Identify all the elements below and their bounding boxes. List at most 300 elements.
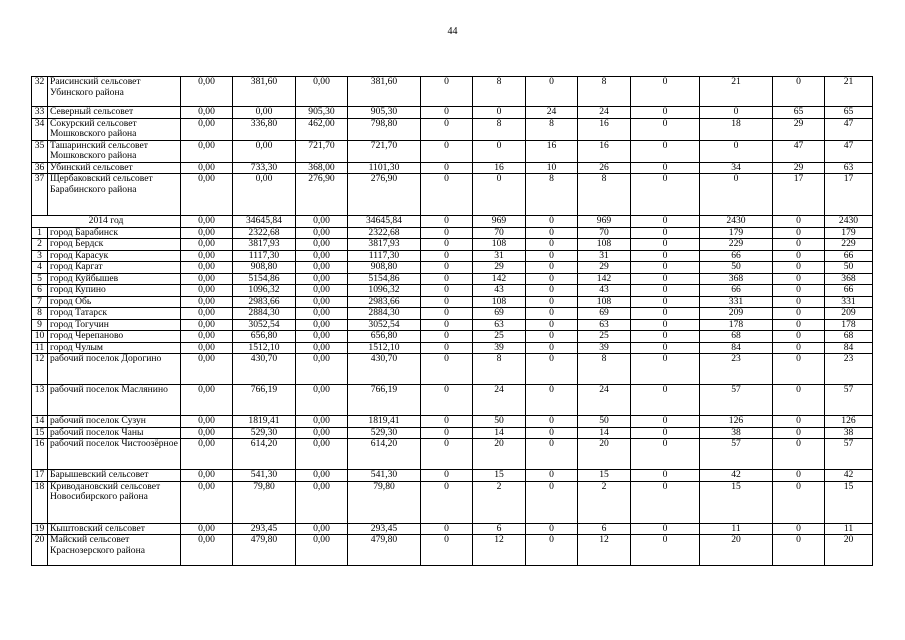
value-cell: 0 bbox=[631, 296, 700, 308]
row-number: 15 bbox=[32, 427, 48, 439]
value-cell: 0 bbox=[773, 535, 825, 566]
value-cell: 2884,30 bbox=[233, 308, 296, 320]
value-cell: 0 bbox=[526, 481, 578, 523]
value-cell: 331 bbox=[700, 296, 773, 308]
value-cell: 0,00 bbox=[181, 174, 233, 216]
value-cell: 293,45 bbox=[233, 523, 296, 535]
value-cell: 0 bbox=[631, 416, 700, 428]
table-row bbox=[32, 107, 873, 119]
value-cell: 79,80 bbox=[233, 481, 296, 523]
value-cell: 15 bbox=[700, 481, 773, 523]
value-cell: 541,30 bbox=[233, 470, 296, 482]
value-cell: 0 bbox=[700, 107, 773, 119]
value-cell: 43 bbox=[473, 285, 526, 297]
table-row bbox=[32, 174, 873, 216]
value-cell: 0 bbox=[421, 118, 473, 140]
value-cell: 63 bbox=[578, 319, 631, 331]
municipality-name: Раисинский сельсовет Убинского района bbox=[48, 77, 181, 107]
value-cell: 14 bbox=[473, 427, 526, 439]
value-cell: 20 bbox=[473, 439, 526, 470]
value-cell: 0 bbox=[526, 296, 578, 308]
value-cell: 479,80 bbox=[348, 535, 421, 566]
value-cell: 0 bbox=[526, 535, 578, 566]
value-cell: 1819,41 bbox=[233, 416, 296, 428]
value-cell: 10 bbox=[526, 162, 578, 174]
row-number: 33 bbox=[32, 107, 48, 119]
municipality-name: рабочий поселок Чаны bbox=[48, 427, 181, 439]
value-cell: 0,00 bbox=[181, 216, 233, 228]
value-cell: 57 bbox=[700, 385, 773, 416]
value-cell: 42 bbox=[825, 470, 873, 482]
value-cell: 108 bbox=[473, 296, 526, 308]
value-cell: 0,00 bbox=[296, 319, 348, 331]
value-cell: 293,45 bbox=[348, 523, 421, 535]
value-cell: 0,00 bbox=[181, 523, 233, 535]
value-cell: 0 bbox=[421, 107, 473, 119]
value-cell: 209 bbox=[700, 308, 773, 320]
value-cell: 0 bbox=[421, 385, 473, 416]
municipality-name: Сокурский сельсовет Мошковского района bbox=[48, 118, 181, 140]
row-number: 36 bbox=[32, 162, 48, 174]
table-row bbox=[32, 439, 873, 470]
value-cell: 0,00 bbox=[296, 308, 348, 320]
value-cell: 0 bbox=[631, 308, 700, 320]
value-cell: 0,00 bbox=[181, 107, 233, 119]
value-cell: 0 bbox=[631, 140, 700, 162]
value-cell: 0,00 bbox=[296, 470, 348, 482]
value-cell: 0,00 bbox=[296, 342, 348, 354]
value-cell: 0 bbox=[421, 227, 473, 239]
municipality-name: город Карасук bbox=[48, 250, 181, 262]
value-cell: 721,70 bbox=[296, 140, 348, 162]
table-row bbox=[32, 481, 873, 523]
value-cell: 0,00 bbox=[296, 239, 348, 251]
value-cell: 25 bbox=[578, 331, 631, 343]
value-cell: 20 bbox=[700, 535, 773, 566]
value-cell: 614,20 bbox=[233, 439, 296, 470]
value-cell: 39 bbox=[473, 342, 526, 354]
value-cell: 1101,30 bbox=[348, 162, 421, 174]
value-cell: 0,00 bbox=[181, 250, 233, 262]
table-row bbox=[32, 319, 873, 331]
value-cell: 656,80 bbox=[348, 331, 421, 343]
value-cell: 0 bbox=[631, 77, 700, 107]
value-cell: 0 bbox=[473, 140, 526, 162]
value-cell: 0 bbox=[526, 216, 578, 228]
value-cell: 229 bbox=[700, 239, 773, 251]
municipality-name: рабочий поселок Дорогино bbox=[48, 354, 181, 385]
value-cell: 0 bbox=[526, 239, 578, 251]
value-cell: 43 bbox=[578, 285, 631, 297]
value-cell: 381,60 bbox=[348, 77, 421, 107]
row-number: 10 bbox=[32, 331, 48, 343]
value-cell: 66 bbox=[825, 285, 873, 297]
value-cell: 0 bbox=[631, 319, 700, 331]
value-cell: 905,30 bbox=[348, 107, 421, 119]
value-cell: 34645,84 bbox=[348, 216, 421, 228]
value-cell: 0 bbox=[773, 285, 825, 297]
value-cell: 1512,10 bbox=[348, 342, 421, 354]
value-cell: 368 bbox=[700, 273, 773, 285]
value-cell: 0 bbox=[773, 427, 825, 439]
table-row bbox=[32, 296, 873, 308]
value-cell: 0,00 bbox=[181, 285, 233, 297]
value-cell: 0,00 bbox=[181, 439, 233, 470]
value-cell: 20 bbox=[578, 439, 631, 470]
value-cell: 0 bbox=[421, 239, 473, 251]
municipality-name: город Обь bbox=[48, 296, 181, 308]
value-cell: 42 bbox=[700, 470, 773, 482]
value-cell: 47 bbox=[825, 118, 873, 140]
municipality-name: город Каргат bbox=[48, 262, 181, 274]
value-cell: 276,90 bbox=[296, 174, 348, 216]
value-cell: 68 bbox=[700, 331, 773, 343]
value-cell: 12 bbox=[473, 535, 526, 566]
value-cell: 0 bbox=[631, 481, 700, 523]
row-number: 19 bbox=[32, 523, 48, 535]
value-cell: 24 bbox=[473, 385, 526, 416]
value-cell: 0 bbox=[631, 273, 700, 285]
value-cell: 0,00 bbox=[181, 77, 233, 107]
value-cell: 0 bbox=[421, 262, 473, 274]
value-cell: 126 bbox=[825, 416, 873, 428]
value-cell: 15 bbox=[473, 470, 526, 482]
value-cell: 0 bbox=[631, 227, 700, 239]
value-cell: 38 bbox=[825, 427, 873, 439]
value-cell: 0,00 bbox=[181, 331, 233, 343]
value-cell: 908,80 bbox=[348, 262, 421, 274]
value-cell: 16 bbox=[526, 140, 578, 162]
value-cell: 65 bbox=[825, 107, 873, 119]
value-cell: 0 bbox=[421, 319, 473, 331]
value-cell: 0 bbox=[473, 107, 526, 119]
table-row bbox=[32, 470, 873, 482]
value-cell: 0 bbox=[631, 174, 700, 216]
value-cell: 3817,93 bbox=[233, 239, 296, 251]
value-cell: 8 bbox=[473, 118, 526, 140]
value-cell: 0 bbox=[773, 77, 825, 107]
value-cell: 0 bbox=[526, 385, 578, 416]
table-row bbox=[32, 239, 873, 251]
value-cell: 969 bbox=[578, 216, 631, 228]
value-cell: 15 bbox=[825, 481, 873, 523]
value-cell: 178 bbox=[825, 319, 873, 331]
value-cell: 50 bbox=[700, 262, 773, 274]
value-cell: 34 bbox=[700, 162, 773, 174]
value-cell: 0,00 bbox=[296, 385, 348, 416]
value-cell: 0,00 bbox=[181, 162, 233, 174]
table-row bbox=[32, 331, 873, 343]
table-row bbox=[32, 77, 873, 107]
table-row bbox=[32, 262, 873, 274]
row-number: 12 bbox=[32, 354, 48, 385]
table-row bbox=[32, 342, 873, 354]
value-cell: 0 bbox=[773, 227, 825, 239]
value-cell: 0 bbox=[773, 308, 825, 320]
value-cell: 209 bbox=[825, 308, 873, 320]
value-cell: 0,00 bbox=[181, 470, 233, 482]
value-cell: 0 bbox=[773, 216, 825, 228]
value-cell: 0 bbox=[631, 470, 700, 482]
table-row bbox=[32, 416, 873, 428]
value-cell: 0 bbox=[421, 354, 473, 385]
table-row bbox=[32, 427, 873, 439]
value-cell: 69 bbox=[473, 308, 526, 320]
row-number: 37 bbox=[32, 174, 48, 216]
value-cell: 0 bbox=[421, 216, 473, 228]
value-cell: 57 bbox=[825, 385, 873, 416]
value-cell: 368,00 bbox=[296, 162, 348, 174]
value-cell: 0,00 bbox=[181, 273, 233, 285]
value-cell: 2884,30 bbox=[348, 308, 421, 320]
value-cell: 84 bbox=[700, 342, 773, 354]
value-cell: 0,00 bbox=[233, 140, 296, 162]
row-number: 3 bbox=[32, 250, 48, 262]
value-cell: 16 bbox=[578, 118, 631, 140]
municipality-name: город Барабинск bbox=[48, 227, 181, 239]
value-cell: 25 bbox=[473, 331, 526, 343]
value-cell: 0 bbox=[421, 140, 473, 162]
value-cell: 529,30 bbox=[348, 427, 421, 439]
value-cell: 0 bbox=[526, 285, 578, 297]
value-cell: 0 bbox=[773, 296, 825, 308]
value-cell: 63 bbox=[825, 162, 873, 174]
value-cell: 462,00 bbox=[296, 118, 348, 140]
row-number: 2 bbox=[32, 239, 48, 251]
table-row bbox=[32, 285, 873, 297]
value-cell: 178 bbox=[700, 319, 773, 331]
row-number: 34 bbox=[32, 118, 48, 140]
municipality-name: Майский сельсовет Краснозерского района bbox=[48, 535, 181, 566]
value-cell: 381,60 bbox=[233, 77, 296, 107]
value-cell: 14 bbox=[578, 427, 631, 439]
value-cell: 66 bbox=[825, 250, 873, 262]
value-cell: 29 bbox=[578, 262, 631, 274]
value-cell: 2322,68 bbox=[348, 227, 421, 239]
value-cell: 0,00 bbox=[181, 535, 233, 566]
value-cell: 0 bbox=[631, 535, 700, 566]
value-cell: 20 bbox=[825, 535, 873, 566]
value-cell: 0 bbox=[421, 535, 473, 566]
table-row bbox=[32, 523, 873, 535]
year-label: 2014 год bbox=[32, 216, 181, 228]
value-cell: 70 bbox=[578, 227, 631, 239]
year-row bbox=[32, 216, 873, 228]
table-row bbox=[32, 354, 873, 385]
value-cell: 50 bbox=[825, 262, 873, 274]
value-cell: 766,19 bbox=[348, 385, 421, 416]
value-cell: 8 bbox=[578, 174, 631, 216]
value-cell: 0,00 bbox=[181, 140, 233, 162]
value-cell: 0 bbox=[526, 354, 578, 385]
value-cell: 0 bbox=[773, 439, 825, 470]
value-cell: 0 bbox=[631, 239, 700, 251]
municipality-name: Кыштовский сельсовет bbox=[48, 523, 181, 535]
value-cell: 142 bbox=[473, 273, 526, 285]
value-cell: 0 bbox=[421, 308, 473, 320]
table-body bbox=[32, 77, 873, 566]
value-cell: 0 bbox=[526, 416, 578, 428]
value-cell: 3052,54 bbox=[348, 319, 421, 331]
value-cell: 733,30 bbox=[233, 162, 296, 174]
value-cell: 0 bbox=[421, 77, 473, 107]
value-cell: 0,00 bbox=[181, 481, 233, 523]
value-cell: 0,00 bbox=[181, 319, 233, 331]
value-cell: 0 bbox=[631, 250, 700, 262]
value-cell: 11 bbox=[700, 523, 773, 535]
value-cell: 0,00 bbox=[296, 535, 348, 566]
value-cell: 57 bbox=[825, 439, 873, 470]
value-cell: 8 bbox=[578, 354, 631, 385]
value-cell: 0 bbox=[421, 416, 473, 428]
value-cell: 0,00 bbox=[233, 174, 296, 216]
municipality-name: Криводановский сельсовет Новосибирского района bbox=[48, 481, 181, 523]
value-cell: 3817,93 bbox=[348, 239, 421, 251]
row-number: 18 bbox=[32, 481, 48, 523]
value-cell: 0 bbox=[473, 174, 526, 216]
value-cell: 614,20 bbox=[348, 439, 421, 470]
value-cell: 0 bbox=[526, 470, 578, 482]
value-cell: 0,00 bbox=[296, 77, 348, 107]
value-cell: 66 bbox=[700, 285, 773, 297]
table-row bbox=[32, 385, 873, 416]
value-cell: 29 bbox=[473, 262, 526, 274]
value-cell: 12 bbox=[578, 535, 631, 566]
value-cell: 0,00 bbox=[181, 416, 233, 428]
value-cell: 0 bbox=[421, 162, 473, 174]
row-number: 9 bbox=[32, 319, 48, 331]
value-cell: 31 bbox=[578, 250, 631, 262]
value-cell: 0 bbox=[631, 216, 700, 228]
value-cell: 0 bbox=[526, 273, 578, 285]
value-cell: 0 bbox=[526, 227, 578, 239]
value-cell: 969 bbox=[473, 216, 526, 228]
value-cell: 0 bbox=[526, 523, 578, 535]
value-cell: 1819,41 bbox=[348, 416, 421, 428]
page-number: 44 bbox=[447, 26, 458, 37]
value-cell: 798,80 bbox=[348, 118, 421, 140]
value-cell: 5154,86 bbox=[348, 273, 421, 285]
value-cell: 31 bbox=[473, 250, 526, 262]
value-cell: 0 bbox=[421, 470, 473, 482]
value-cell: 0 bbox=[631, 331, 700, 343]
value-cell: 276,90 bbox=[348, 174, 421, 216]
row-number: 20 bbox=[32, 535, 48, 566]
value-cell: 430,70 bbox=[233, 354, 296, 385]
value-cell: 0 bbox=[526, 342, 578, 354]
value-cell: 0 bbox=[773, 342, 825, 354]
value-cell: 34645,84 bbox=[233, 216, 296, 228]
value-cell: 0 bbox=[631, 342, 700, 354]
value-cell: 0 bbox=[700, 174, 773, 216]
municipality-name: Убинский сельсовет bbox=[48, 162, 181, 174]
value-cell: 0 bbox=[773, 273, 825, 285]
value-cell: 0 bbox=[526, 262, 578, 274]
value-cell: 0,00 bbox=[181, 239, 233, 251]
value-cell: 179 bbox=[825, 227, 873, 239]
value-cell: 0,00 bbox=[181, 262, 233, 274]
value-cell: 11 bbox=[825, 523, 873, 535]
municipality-name: город Бердск bbox=[48, 239, 181, 251]
value-cell: 336,80 bbox=[233, 118, 296, 140]
value-cell: 0,00 bbox=[296, 285, 348, 297]
value-cell: 0 bbox=[773, 385, 825, 416]
row-number: 1 bbox=[32, 227, 48, 239]
row-number: 6 bbox=[32, 285, 48, 297]
row-number: 11 bbox=[32, 342, 48, 354]
value-cell: 108 bbox=[578, 239, 631, 251]
value-cell: 0 bbox=[631, 285, 700, 297]
value-cell: 0,00 bbox=[296, 250, 348, 262]
value-cell: 23 bbox=[700, 354, 773, 385]
value-cell: 15 bbox=[578, 470, 631, 482]
value-cell: 2983,66 bbox=[233, 296, 296, 308]
value-cell: 0 bbox=[421, 342, 473, 354]
value-cell: 2322,68 bbox=[233, 227, 296, 239]
value-cell: 8 bbox=[578, 77, 631, 107]
row-number: 5 bbox=[32, 273, 48, 285]
value-cell: 229 bbox=[825, 239, 873, 251]
value-cell: 79,80 bbox=[348, 481, 421, 523]
value-cell: 1096,32 bbox=[233, 285, 296, 297]
row-number: 8 bbox=[32, 308, 48, 320]
value-cell: 430,70 bbox=[348, 354, 421, 385]
row-number: 32 bbox=[32, 77, 48, 107]
table-row bbox=[32, 118, 873, 140]
table-row bbox=[32, 250, 873, 262]
value-cell: 2430 bbox=[825, 216, 873, 228]
value-cell: 0 bbox=[526, 319, 578, 331]
municipality-name: город Купино bbox=[48, 285, 181, 297]
value-cell: 0 bbox=[631, 523, 700, 535]
value-cell: 50 bbox=[473, 416, 526, 428]
municipality-name: город Черепаново bbox=[48, 331, 181, 343]
row-number: 13 bbox=[32, 385, 48, 416]
value-cell: 0,00 bbox=[296, 354, 348, 385]
value-cell: 29 bbox=[773, 162, 825, 174]
value-cell: 1117,30 bbox=[348, 250, 421, 262]
value-cell: 24 bbox=[526, 107, 578, 119]
value-cell: 479,80 bbox=[233, 535, 296, 566]
value-cell: 0,00 bbox=[181, 308, 233, 320]
value-cell: 0 bbox=[421, 439, 473, 470]
value-cell: 3052,54 bbox=[233, 319, 296, 331]
value-cell: 24 bbox=[578, 385, 631, 416]
value-cell: 0 bbox=[631, 262, 700, 274]
value-cell: 2430 bbox=[700, 216, 773, 228]
value-cell: 0 bbox=[631, 427, 700, 439]
value-cell: 21 bbox=[700, 77, 773, 107]
value-cell: 47 bbox=[825, 140, 873, 162]
value-cell: 0,00 bbox=[296, 439, 348, 470]
value-cell: 0 bbox=[631, 385, 700, 416]
value-cell: 8 bbox=[526, 174, 578, 216]
row-number: 7 bbox=[32, 296, 48, 308]
municipality-name: Барышевский сельсовет bbox=[48, 470, 181, 482]
value-cell: 8 bbox=[526, 118, 578, 140]
value-cell: 0 bbox=[631, 162, 700, 174]
data-table bbox=[31, 76, 873, 566]
value-cell: 331 bbox=[825, 296, 873, 308]
table-row bbox=[32, 140, 873, 162]
value-cell: 529,30 bbox=[233, 427, 296, 439]
value-cell: 0 bbox=[421, 296, 473, 308]
municipality-name: рабочий поселок Чистоозёрное bbox=[48, 439, 181, 470]
value-cell: 108 bbox=[578, 296, 631, 308]
value-cell: 2 bbox=[578, 481, 631, 523]
value-cell: 142 bbox=[578, 273, 631, 285]
municipality-name: город Татарск bbox=[48, 308, 181, 320]
